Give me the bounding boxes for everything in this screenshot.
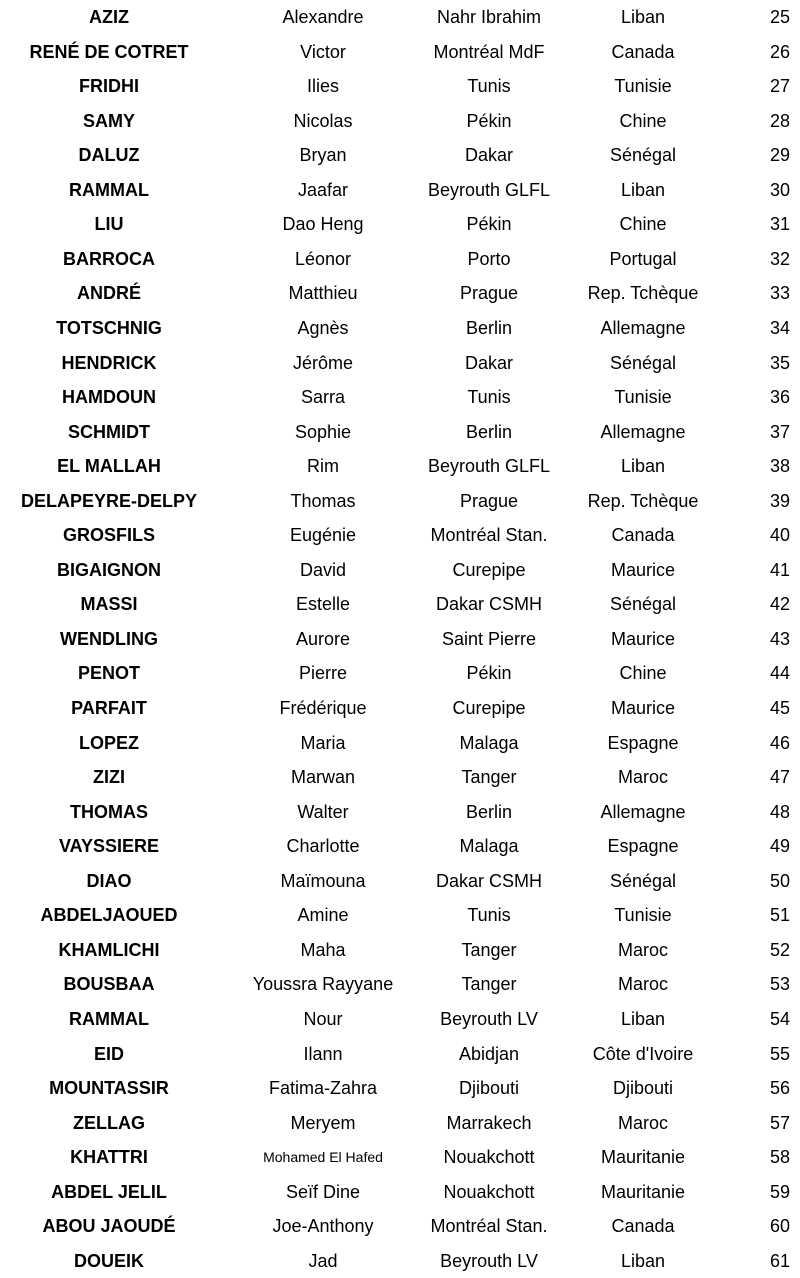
first-name-cell: Jad: [308, 1250, 338, 1271]
last-name-cell: EL MALLAH: [57, 456, 161, 477]
city-cell: Pékin: [466, 663, 512, 684]
number-cell: 43: [769, 628, 790, 649]
number-cell: 41: [769, 559, 790, 580]
table-row: [0, 207, 800, 241]
country-cell: Canada: [611, 41, 675, 62]
city-cell: Porto: [467, 248, 511, 269]
last-name-cell: TOTSCHNIG: [56, 317, 162, 338]
city-cell: Tunis: [467, 905, 511, 926]
last-name-cell: DELAPEYRE-DELPY: [20, 490, 198, 511]
last-name-cell: VAYSSIERE: [58, 836, 160, 857]
last-name-cell: RAMMAL: [69, 1008, 149, 1029]
last-name-cell: KHAMLICHI: [58, 939, 160, 960]
country-cell: Canada: [611, 1216, 675, 1237]
number-cell: 35: [769, 352, 790, 373]
city-cell: Montréal Stan.: [430, 525, 548, 546]
table-row: [0, 829, 800, 863]
city-cell: Pékin: [466, 214, 512, 235]
country-cell: Chine: [619, 214, 667, 235]
country-cell: Sénégal: [609, 594, 677, 615]
first-name-cell: Amine: [297, 905, 349, 926]
country-cell: Tunisie: [614, 387, 672, 408]
country-cell: Rep. Tchèque: [587, 283, 699, 304]
table-row: [0, 553, 800, 587]
first-name-cell: Meryem: [290, 1112, 356, 1133]
number-cell: 30: [769, 179, 790, 200]
last-name-cell: THOMAS: [70, 801, 148, 822]
city-cell: Prague: [459, 490, 519, 511]
table-row: [0, 346, 800, 380]
first-name-cell: Maria: [300, 732, 346, 753]
first-name-cell: Thomas: [290, 490, 356, 511]
city-cell: Marrakech: [446, 1112, 532, 1133]
last-name-cell: ANDRÉ: [76, 283, 141, 304]
last-name-cell: ABDELJAOUED: [40, 905, 178, 926]
number-cell: 32: [769, 248, 790, 269]
number-cell: 29: [769, 145, 790, 166]
table-row: [0, 1140, 800, 1174]
last-name-cell: LIU: [94, 214, 124, 235]
number-cell: 53: [769, 974, 790, 995]
city-cell: Malaga: [459, 836, 519, 857]
first-name-cell: Jaafar: [297, 179, 349, 200]
number-cell: 34: [769, 317, 790, 338]
number-cell: 36: [769, 387, 790, 408]
number-cell: 26: [769, 41, 790, 62]
first-name-cell: Walter: [297, 801, 349, 822]
last-name-cell: AZIZ: [89, 7, 129, 27]
table-row: [0, 518, 800, 552]
number-cell: 54: [769, 1008, 790, 1029]
first-name-cell: Nour: [303, 1008, 343, 1029]
table-row: [0, 1071, 800, 1105]
first-name-cell: Dao Heng: [282, 214, 364, 235]
table-row: [0, 0, 800, 34]
table-row: [0, 104, 800, 138]
city-cell: Abidjan: [458, 1043, 520, 1064]
first-name-cell: Fatima-Zahra: [268, 1078, 378, 1099]
last-name-cell: PENOT: [77, 663, 140, 684]
table-row: [0, 484, 800, 518]
number-cell: 33: [769, 283, 790, 304]
country-cell: Allemagne: [600, 421, 686, 442]
number-cell: 27: [769, 76, 790, 97]
last-name-cell: GROSFILS: [62, 525, 155, 546]
country-cell: Tunisie: [614, 76, 672, 97]
last-name-cell: EID: [93, 1043, 124, 1064]
country-cell: Allemagne: [600, 801, 686, 822]
number-cell: 45: [769, 698, 790, 718]
city-cell: Berlin: [465, 421, 513, 442]
number-cell: 28: [769, 110, 790, 131]
table-row: [0, 35, 800, 69]
table-row: [0, 311, 800, 345]
table-row: [0, 1175, 800, 1209]
last-name-cell: RAMMAL: [69, 179, 149, 200]
country-cell: Liban: [620, 1250, 666, 1271]
last-name-cell: BOUSBAA: [63, 974, 155, 995]
country-cell: Rep. Tchèque: [587, 490, 699, 511]
country-cell: Chine: [619, 110, 667, 131]
city-cell: Dakar: [464, 145, 513, 166]
city-cell: Montréal Stan.: [430, 1216, 548, 1237]
number-cell: 51: [769, 905, 790, 926]
city-cell: Nahr Ibrahim: [436, 7, 542, 27]
country-cell: Mauritanie: [600, 1181, 686, 1202]
city-cell: Saint Pierre: [441, 628, 537, 649]
table-row: [0, 864, 800, 898]
table-row: [0, 1209, 800, 1243]
last-name-cell: BIGAIGNON: [56, 559, 161, 580]
first-name-cell: Jérôme: [292, 352, 354, 373]
number-cell: 42: [769, 594, 790, 615]
country-cell: Liban: [620, 7, 666, 27]
city-cell: Tunis: [467, 387, 511, 408]
first-name-cell: Charlotte: [286, 836, 360, 857]
first-name-cell: Joe-Anthony: [272, 1216, 374, 1237]
number-cell: 58: [769, 1147, 790, 1168]
first-name-cell: Rim: [307, 456, 339, 477]
country-cell: Maroc: [617, 767, 668, 788]
country-cell: Maroc: [617, 974, 668, 995]
table-row: [0, 380, 800, 414]
number-cell: 49: [769, 836, 790, 857]
last-name-cell: LOPEZ: [78, 732, 139, 753]
table-row: [0, 656, 800, 690]
table-row: [0, 898, 800, 932]
country-cell: Maurice: [610, 559, 676, 580]
number-cell: 61: [769, 1250, 790, 1271]
first-name-cell: Bryan: [299, 145, 347, 166]
city-cell: Beyrouth GLFL: [427, 179, 551, 200]
country-cell: Allemagne: [600, 317, 686, 338]
city-cell: Beyrouth LV: [440, 1250, 538, 1271]
first-name-cell: Seïf Dine: [285, 1181, 361, 1202]
table-row: [0, 760, 800, 794]
first-name-cell: Agnès: [297, 317, 349, 338]
last-name-cell: DIAO: [86, 870, 132, 891]
table-row: [0, 967, 800, 1001]
last-name-cell: HENDRICK: [61, 352, 157, 373]
number-cell: 56: [769, 1078, 790, 1099]
table-row: [0, 1002, 800, 1036]
number-cell: 46: [769, 732, 790, 753]
last-name-cell: RENÉ DE COTRET: [29, 41, 189, 62]
country-cell: Sénégal: [609, 352, 677, 373]
city-cell: Malaga: [459, 732, 519, 753]
country-cell: Djibouti: [612, 1078, 674, 1099]
first-name-cell: Maïmouna: [280, 870, 366, 891]
country-cell: Sénégal: [609, 870, 677, 891]
table-row: [0, 1037, 800, 1071]
city-cell: Montréal MdF: [433, 41, 545, 62]
table-row: [0, 933, 800, 967]
country-cell: Côte d'Ivoire: [592, 1043, 694, 1064]
number-cell: 38: [769, 456, 790, 477]
country-cell: Sénégal: [609, 145, 677, 166]
city-cell: Djibouti: [458, 1078, 520, 1099]
country-cell: Espagne: [607, 836, 679, 857]
number-cell: 47: [769, 767, 790, 788]
table-row: [0, 242, 800, 276]
country-cell: Canada: [611, 525, 675, 546]
city-cell: Berlin: [465, 317, 513, 338]
number-cell: 48: [769, 801, 790, 822]
city-cell: Beyrouth LV: [440, 1008, 538, 1029]
first-name-cell: Youssra Rayyane: [252, 974, 394, 995]
table-row: [0, 415, 800, 449]
first-name-cell: Sarra: [300, 387, 345, 408]
country-cell: Maroc: [617, 1112, 668, 1133]
last-name-cell: DALUZ: [78, 145, 140, 166]
last-name-cell: SCHMIDT: [68, 421, 150, 442]
last-name-cell: BARROCA: [63, 248, 155, 269]
first-name-cell: Pierre: [298, 663, 347, 684]
city-cell: Nouakchott: [443, 1181, 535, 1202]
last-name-cell: PARFAIT: [71, 698, 147, 718]
number-cell: 25: [769, 7, 790, 27]
first-name-cell: David: [299, 559, 347, 580]
last-name-cell: ZIZI: [93, 767, 125, 788]
first-name-cell: Ilies: [306, 76, 339, 97]
city-cell: Tanger: [461, 939, 517, 960]
country-cell: Maurice: [610, 698, 676, 718]
first-name-cell: Mohamed El Hafed: [263, 1149, 383, 1166]
country-cell: Liban: [620, 1008, 666, 1029]
number-cell: 57: [769, 1112, 790, 1133]
number-cell: 55: [769, 1043, 790, 1064]
country-cell: Liban: [620, 456, 666, 477]
first-name-cell: Estelle: [295, 594, 351, 615]
last-name-cell: MOUNTASSIR: [49, 1078, 169, 1099]
number-cell: 52: [769, 939, 790, 960]
first-name-cell: Victor: [300, 41, 346, 62]
first-name-cell: Nicolas: [293, 110, 353, 131]
last-name-cell: FRIDHI: [79, 76, 139, 97]
table-row: [0, 726, 800, 760]
table-row: [0, 795, 800, 829]
first-name-cell: Sophie: [294, 421, 352, 442]
table-row: [0, 1106, 800, 1140]
city-cell: Tunis: [467, 76, 511, 97]
city-cell: Dakar: [464, 352, 513, 373]
number-cell: 37: [769, 421, 790, 442]
city-cell: Nouakchott: [443, 1147, 535, 1168]
number-cell: 39: [769, 490, 790, 511]
table-row: [0, 276, 800, 310]
city-cell: Curepipe: [452, 698, 526, 718]
number-cell: 50: [769, 870, 790, 891]
country-cell: Mauritanie: [600, 1147, 686, 1168]
city-cell: Curepipe: [452, 559, 526, 580]
city-cell: Dakar CSMH: [435, 870, 542, 891]
number-cell: 31: [769, 214, 790, 235]
number-cell: 44: [769, 663, 790, 684]
first-name-cell: Eugénie: [289, 525, 357, 546]
last-name-cell: ABOU JAOUDÉ: [42, 1216, 176, 1237]
table-row: [0, 449, 800, 483]
table-row: [0, 173, 800, 207]
first-name-cell: Matthieu: [288, 283, 358, 304]
number-cell: 60: [769, 1216, 790, 1237]
country-cell: Portugal: [609, 248, 677, 269]
first-name-cell: Frédérique: [279, 698, 367, 718]
first-name-cell: Alexandre: [282, 7, 364, 27]
city-cell: Tanger: [461, 767, 517, 788]
table-row: [0, 622, 800, 656]
last-name-cell: WENDLING: [60, 628, 158, 649]
city-cell: Tanger: [461, 974, 517, 995]
last-name-cell: ZELLAG: [73, 1112, 145, 1133]
city-cell: Beyrouth GLFL: [427, 456, 551, 477]
country-cell: Maroc: [617, 939, 668, 960]
first-name-cell: Maha: [300, 939, 346, 960]
number-cell: 59: [769, 1181, 790, 1202]
last-name-cell: HAMDOUN: [62, 387, 156, 408]
first-name-cell: Marwan: [290, 767, 356, 788]
last-name-cell: KHATTRI: [70, 1147, 148, 1168]
country-cell: Espagne: [607, 732, 679, 753]
last-name-cell: DOUEIK: [73, 1250, 144, 1271]
city-cell: Pékin: [466, 110, 512, 131]
country-cell: Tunisie: [614, 905, 672, 926]
table-row: [0, 587, 800, 621]
country-cell: Chine: [619, 663, 667, 684]
country-cell: Maurice: [610, 628, 676, 649]
first-name-cell: Léonor: [294, 248, 352, 269]
first-name-cell: Ilann: [303, 1043, 343, 1064]
city-cell: Berlin: [465, 801, 513, 822]
table-row: [0, 138, 800, 172]
first-name-cell: Aurore: [295, 628, 351, 649]
table-row: [0, 69, 800, 103]
number-cell: 40: [769, 525, 790, 546]
city-cell: Dakar CSMH: [435, 594, 542, 615]
last-name-cell: SAMY: [82, 110, 135, 131]
last-name-cell: ABDEL JELIL: [51, 1181, 167, 1202]
table-row: [0, 691, 800, 725]
country-cell: Liban: [620, 179, 666, 200]
city-cell: Prague: [459, 283, 519, 304]
last-name-cell: MASSI: [80, 594, 138, 615]
